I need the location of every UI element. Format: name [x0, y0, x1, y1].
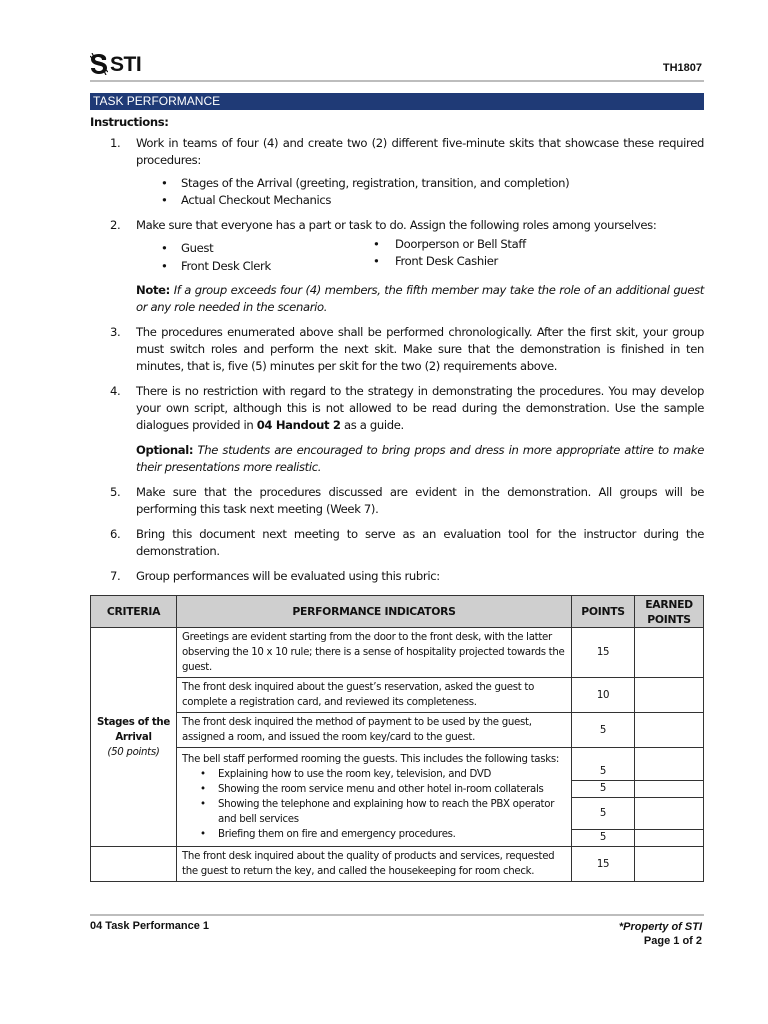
document-code: TH1807	[662, 62, 702, 74]
points-cell: 15	[572, 847, 635, 882]
step-text: Bring this document next meeting to serve as an evaluation tool for the instructor during the demonstration.	[136, 527, 704, 558]
points-cell: 15	[572, 628, 635, 678]
step-number: 1.	[110, 136, 121, 150]
step-number: 5.	[110, 485, 121, 499]
role-item: • Guest	[136, 240, 373, 257]
earned-points-cell[interactable]	[635, 713, 704, 748]
table-row	[91, 748, 704, 847]
step-text: Make sure that the procedures discussed are evident in the demonstration. All groups will be performing this task next meeting (Week 7).	[136, 485, 704, 516]
footer-doc-title: 04 Task Performance 1	[90, 920, 210, 932]
task-points: 5	[572, 797, 634, 829]
earned-points-cell[interactable]	[635, 628, 704, 678]
step-text: The procedures enumerated above shall be performed chronologically. After the first skit, your group must switch roles and perform the next skit. Make sure that the demonstration is finished in ten minutes, that is, five (5) minutes per skit for the two (2) requirements above.	[136, 325, 704, 373]
step-number: 7.	[110, 569, 121, 583]
indicator-cell: The front desk inquired about the guest’s reservation, asked the guest to complete a registration card, and reviewed its completeness.	[177, 678, 572, 713]
criteria-name: Stages of the Arrival	[96, 716, 170, 743]
bell-staff-intro: The bell staff performed rooming the guests. This includes the following tasks:	[182, 754, 559, 765]
task-points: 5	[572, 780, 634, 797]
indicator-cell: Greetings are evident starting from the door to the front desk, with the latter observing the 10 x 10 rule; there is a sense of hospitality projected towards the guest.	[177, 628, 572, 678]
step-text: Make sure that everyone has a part or task to do. Assign the following roles among yourselves:	[136, 218, 657, 232]
role-item: • Front Desk Cashier	[373, 253, 526, 270]
step-text: Work in teams of four (4) and create two (2) different five-minute skits that showcase these required procedures:	[136, 136, 704, 167]
step-text	[136, 383, 704, 434]
sti-swirl-icon	[90, 53, 108, 75]
table-row	[91, 847, 704, 882]
points-cell: 5	[572, 713, 635, 748]
optional-note	[136, 442, 704, 476]
optional-label: Optional:	[136, 443, 194, 457]
footer-divider	[90, 914, 704, 916]
instructions-label: Instructions:	[90, 115, 169, 129]
role-item: • Front Desk Clerk	[136, 258, 373, 275]
header-criteria: CRITERIA	[91, 596, 177, 628]
note	[136, 282, 704, 316]
table-header-row	[91, 596, 704, 628]
note-text: If a group exceeds four (4) members, the fifth member may take the role of an additional guest or any role needed in the scenario.	[136, 283, 704, 314]
list-item: • Briefing them on fire and emergency procedures.	[182, 827, 566, 842]
page-number: Page 1 of 2	[643, 935, 702, 947]
header-indicators: PERFORMANCE INDICATORS	[177, 596, 572, 628]
table-row	[91, 628, 704, 678]
step-number: 6.	[110, 527, 121, 541]
list-item: • Explaining how to use the room key, television, and DVD	[182, 767, 566, 782]
criteria-points: (50 points)	[107, 746, 160, 758]
task-points: 5	[572, 829, 634, 846]
table-row	[91, 713, 704, 748]
optional-text: The students are encouraged to bring props and dress in more appropriate attire to make their presentations more realistic.	[136, 443, 704, 474]
points-cell: 10	[572, 678, 635, 713]
step-5	[90, 484, 704, 518]
step-text: Group performances will be evaluated using this rubric:	[136, 569, 440, 583]
logo-text: STI	[110, 52, 142, 76]
list-item: • Stages of the Arrival (greeting, registration, transition, and completion)	[136, 175, 704, 192]
header-earned: EARNED POINTS	[635, 596, 704, 628]
step-1	[90, 135, 704, 209]
sti-logo	[90, 52, 141, 76]
earned-points-cell[interactable]	[635, 847, 704, 882]
step-2	[90, 217, 704, 316]
criteria-cell	[91, 628, 177, 847]
note-label: Note:	[136, 283, 170, 297]
section-title-bar: TASK PERFORMANCE	[90, 93, 704, 110]
instructions-content	[90, 114, 704, 593]
header-points: POINTS	[572, 596, 635, 628]
bell-staff-tasks	[182, 767, 566, 842]
roles-list	[136, 236, 704, 276]
step-number: 2.	[110, 218, 121, 232]
indicator-cell: The front desk inquired about the quality of products and services, requested the guest to return the key, and called the housekeeping for room check.	[177, 847, 572, 882]
property-notice: *Property of STI	[618, 921, 702, 933]
earned-points-cell[interactable]	[635, 678, 704, 713]
step-text-part: There is no restriction with regard to the strategy in demonstrating the procedures. You may develop your own script, although this is not allowed to be read during the demonstration. Use the sample dialogues provided in	[136, 384, 704, 432]
role-item: • Doorperson or Bell Staff	[373, 236, 526, 253]
list-item: • Showing the telephone and explaining how to reach the PBX operator and bell services	[182, 797, 566, 827]
list-item: • Showing the room service menu and other hotel in-room collaterals	[182, 782, 566, 797]
step-text-part: as a guide.	[340, 418, 404, 432]
step-4	[90, 383, 704, 476]
step-6	[90, 526, 704, 560]
handout-reference: 04 Handout 2	[256, 418, 341, 432]
table-row	[91, 678, 704, 713]
points-cell	[572, 748, 635, 847]
list-item: • Actual Checkout Mechanics	[136, 192, 704, 209]
earned-points-cell[interactable]	[635, 748, 704, 847]
header-divider	[90, 80, 704, 82]
task-points: 5	[599, 766, 607, 777]
step-number: 4.	[110, 384, 121, 398]
step-3	[90, 324, 704, 375]
step-bullets	[136, 175, 704, 209]
criteria-cell-empty	[91, 847, 177, 882]
step-number: 3.	[110, 325, 121, 339]
indicator-cell	[177, 748, 572, 847]
footer-right	[619, 920, 702, 948]
indicator-cell: The front desk inquired the method of payment to be used by the guest, assigned a room, and issued the room key/card to the guest.	[177, 713, 572, 748]
step-7	[90, 568, 704, 585]
rubric-table	[90, 595, 704, 882]
